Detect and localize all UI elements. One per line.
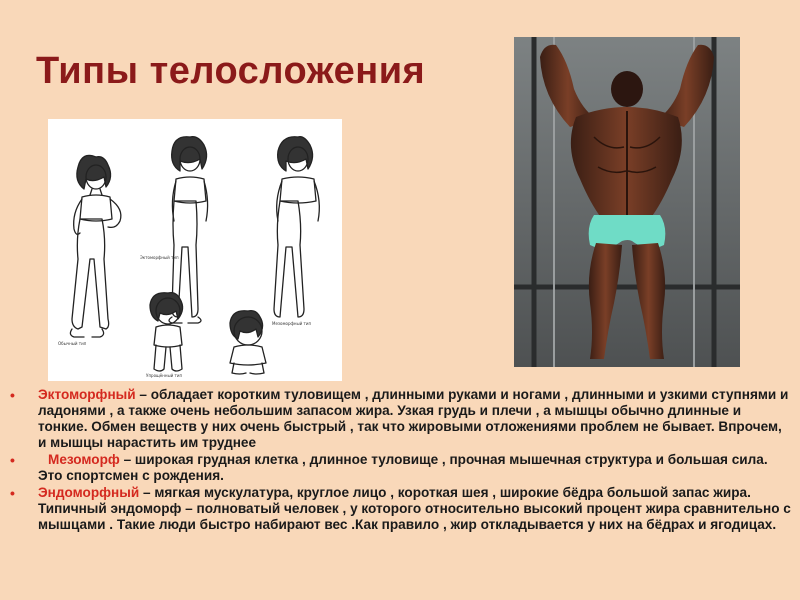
label-ordinary: Обычный тип: [58, 341, 87, 346]
list-item-ectomorph: [8, 387, 792, 451]
bullet-icon: •: [10, 387, 15, 403]
term-ectomorph: Эктоморфный: [38, 387, 136, 402]
bullet-icon: •: [10, 485, 15, 501]
body-type-sketch: [48, 119, 342, 381]
body-type-drawings: [48, 119, 342, 381]
label-ectomorph: Эктоморфный тип: [140, 255, 179, 260]
slide-title: Типы телосложения: [36, 50, 426, 92]
term-mesomorph: Мезоморф: [48, 452, 120, 467]
term-endomorph: Эндоморфный: [38, 485, 140, 500]
bodybuilder-photo: [514, 37, 740, 367]
list-item-endomorph: [8, 485, 792, 533]
desc-mesomorph: – широкая грудная клетка , длинное туловище , прочная мышечная структура и большая сила. Это спортсмен с рождения.: [38, 452, 768, 483]
bodybuilder-image: [514, 37, 740, 367]
label-simplified: Упрощённый тип: [146, 373, 183, 378]
figure-mesomorph: [274, 137, 319, 317]
desc-endomorph: – мягкая мускулатура, круглое лицо , короткая шея , широкие бёдра большой запас жира. Типичный эндоморф – полноватый человек , у которого относительно высокий процент жира сравнительно с мышцами . Такие люди быстро набирают вес .Как правило , жир откладывается у них на бёдрах и ягодицах.: [38, 485, 791, 532]
desc-ectomorph: – обладает коротким туловищем , длинными руками и ногами , длинными и узкими ступнями и ладонями , а также очень небольшим запасом жира. Узкая грудь и плечи , а мышцы обычно длинные и тонкие. Обмен веществ у них очень быстрый , так что жировыми отложениями проблем не бывает. Впрочем, и мышцы нарастить им труднее: [38, 387, 789, 450]
label-mesomorph: Мезоморфный тип: [272, 321, 312, 326]
body-type-list: [8, 387, 792, 534]
figure-small-2: [230, 311, 266, 374]
figure-small-1: [150, 293, 183, 371]
figure-ordinary: [70, 155, 120, 337]
bullet-icon: •: [10, 452, 15, 468]
list-item-mesomorph: [8, 452, 792, 484]
